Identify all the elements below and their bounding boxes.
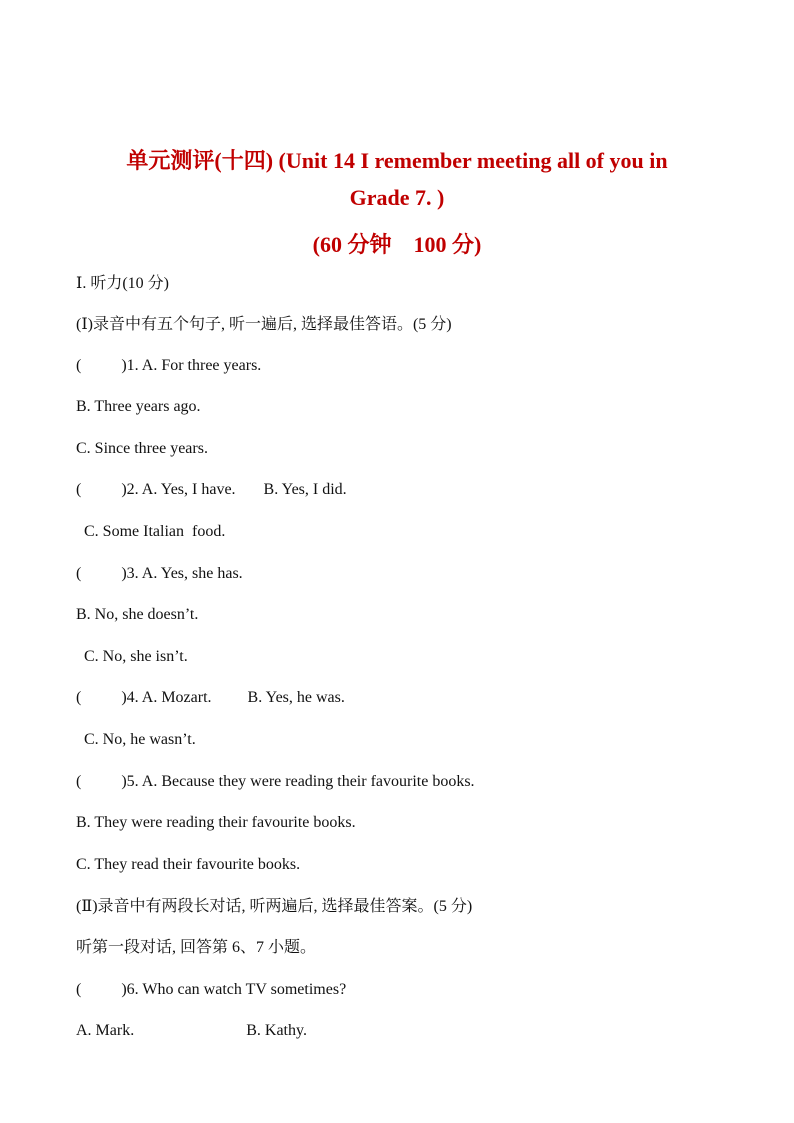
question-1: ( )1. A. For three years. bbox=[76, 357, 262, 374]
question-6-options: A. Mark. B. Kathy. bbox=[76, 1022, 307, 1039]
question-5-option-b: B. They were reading their favourite books. bbox=[76, 814, 356, 831]
question-3-option-b: B. No, she doesn’t. bbox=[76, 606, 199, 623]
question-1-option-c: C. Since three years. bbox=[76, 440, 208, 457]
page-title-line-1: 单元测评(十四) (Unit 14 I remember meeting all of you in bbox=[126, 148, 668, 173]
dialogue-1-intro: 听第一段对话, 回答第 6、7 小题。 bbox=[76, 939, 317, 956]
question-4-option-c: C. No, he wasn’t. bbox=[76, 731, 196, 748]
question-2: ( )2. A. Yes, I have. B. Yes, I did. bbox=[76, 481, 347, 498]
question-4: ( )4. A. Mozart. B. Yes, he was. bbox=[76, 689, 345, 706]
page-title-line-2: Grade 7. ) bbox=[349, 185, 445, 210]
part2-instruction: (Ⅱ)录音中有两段长对话, 听两遍后, 选择最佳答案。(5 分) bbox=[76, 898, 473, 915]
part1-instruction: (Ⅰ)录音中有五个句子, 听一遍后, 选择最佳答语。(5 分) bbox=[76, 316, 452, 333]
question-6: ( )6. Who can watch TV sometimes? bbox=[76, 981, 347, 998]
question-3-option-c: C. No, she isn’t. bbox=[76, 648, 188, 665]
section-heading-listening: Ⅰ. 听力(10 分) bbox=[76, 275, 169, 292]
question-1-option-b: B. Three years ago. bbox=[76, 398, 201, 415]
question-3: ( )3. A. Yes, she has. bbox=[76, 565, 243, 582]
question-5: ( )5. A. Because they were reading their favourite books. bbox=[76, 773, 475, 790]
question-2-option-c: C. Some Italian food. bbox=[76, 523, 226, 540]
question-5-option-c: C. They read their favourite books. bbox=[76, 856, 301, 873]
exam-time-score: (60 分钟 100 分) bbox=[312, 232, 482, 257]
